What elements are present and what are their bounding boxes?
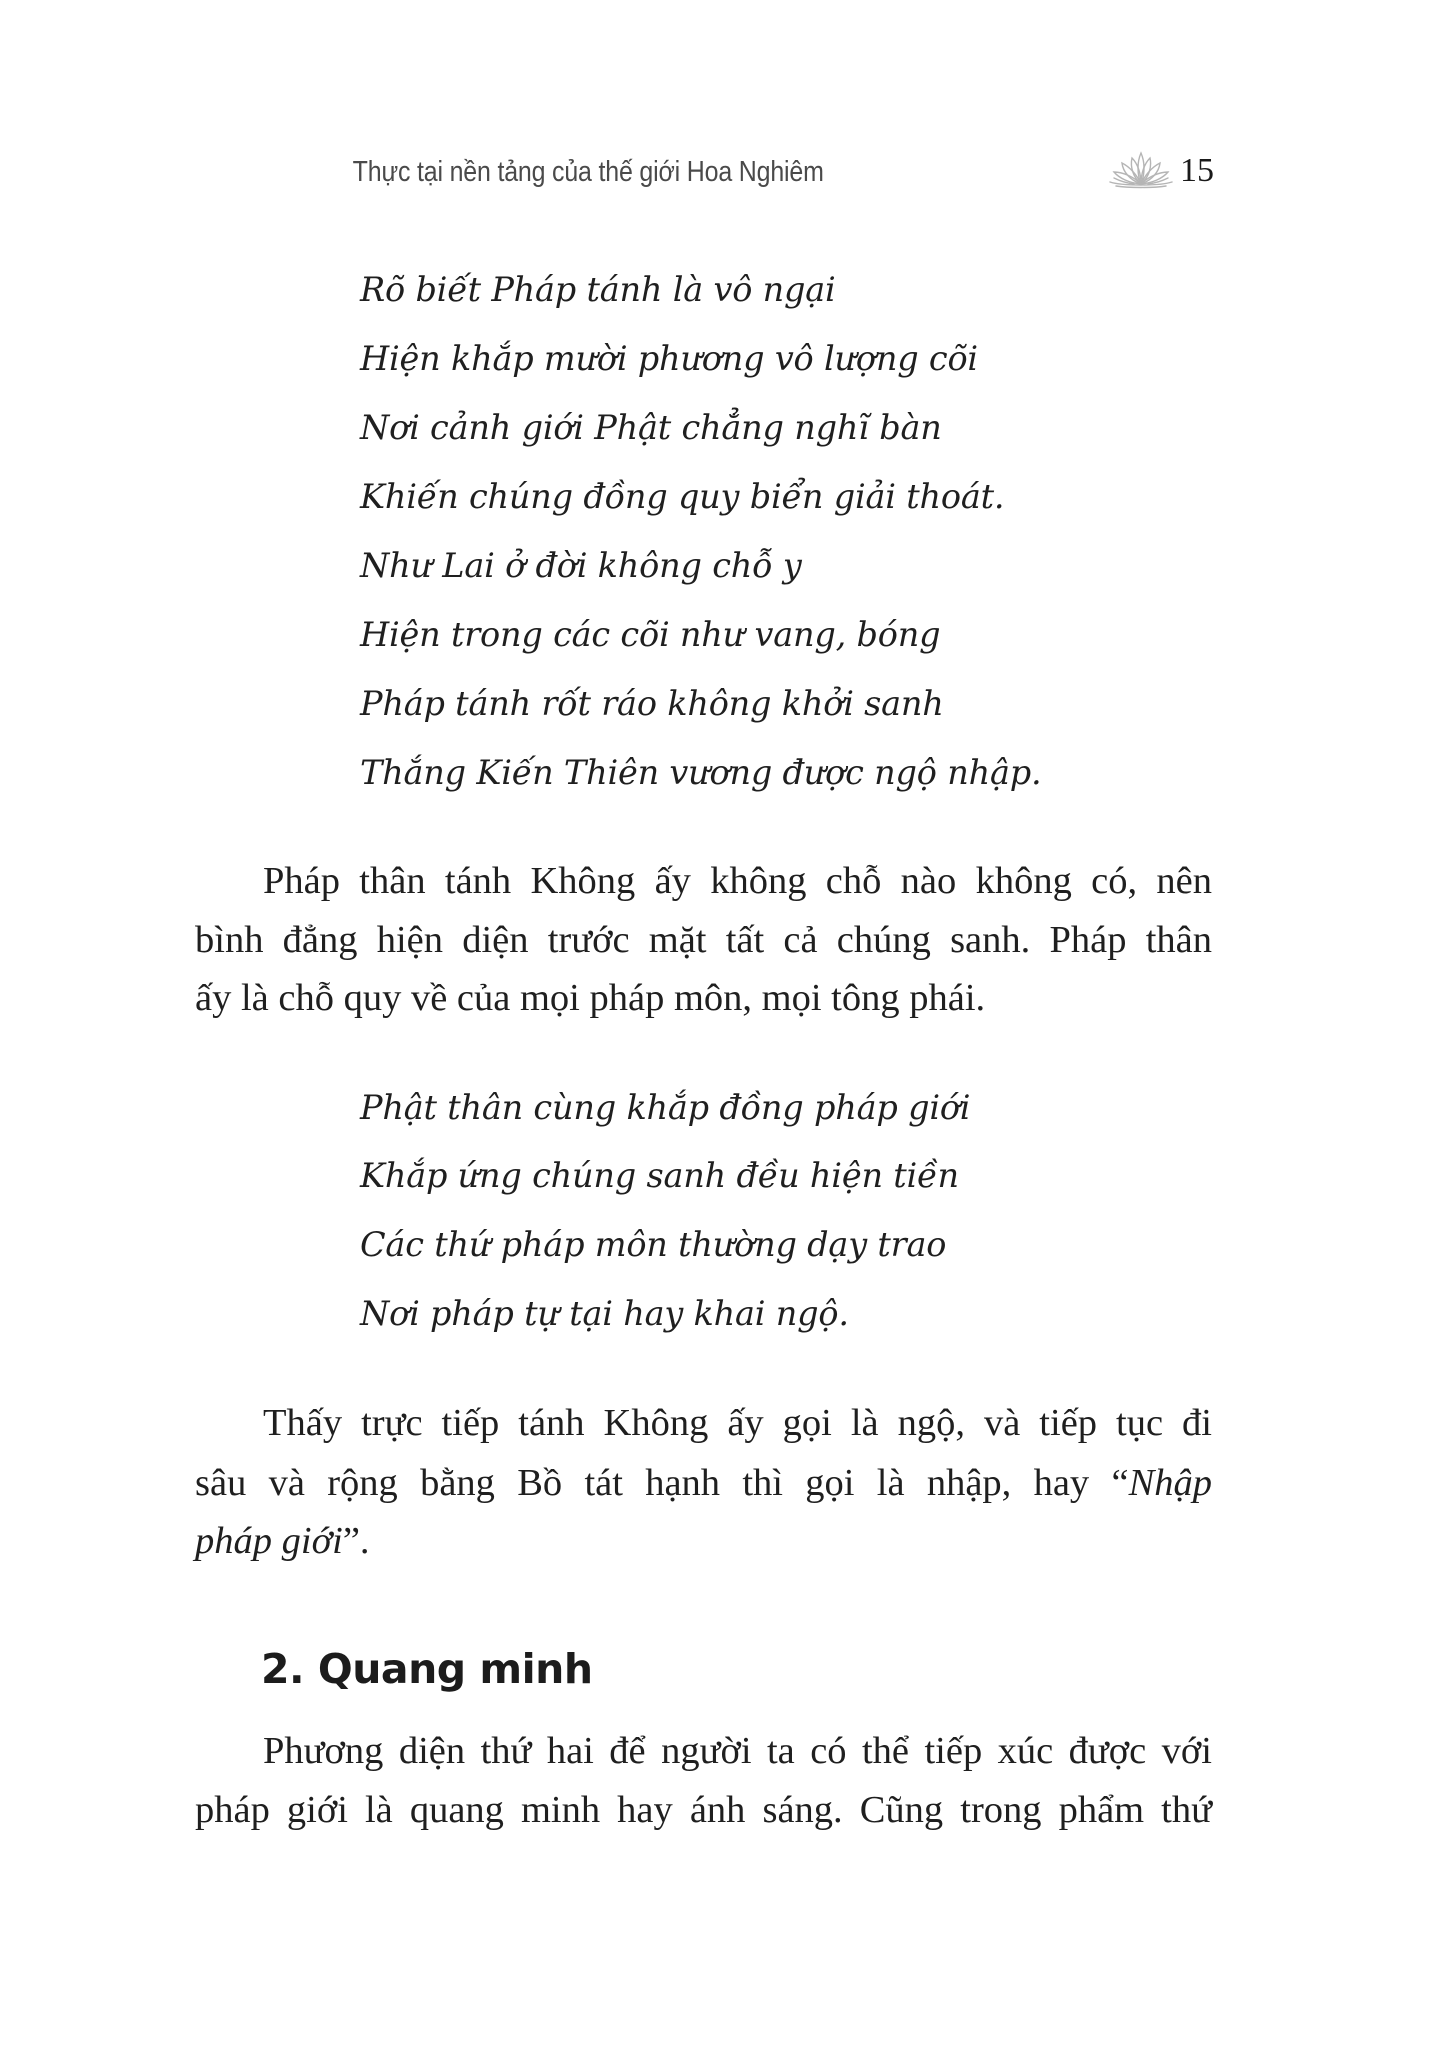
emphasis-text: pháp giới xyxy=(195,1520,343,1562)
paragraph-text: sâu và rộng bằng Bồ tát hạnh thì gọi là nhập, hay “ xyxy=(195,1462,1129,1504)
verse-line: Hiện trong các cõi như vang, bóng xyxy=(360,615,941,654)
verse-line: Hiện khắp mười phương vô lượng cõi xyxy=(360,339,978,378)
paragraph-line xyxy=(195,1461,1212,1505)
verse-line: Phật thân cùng khắp đồng pháp giới xyxy=(360,1088,971,1127)
verse-line: Khắp ứng chúng sanh đều hiện tiền xyxy=(360,1156,959,1195)
section-heading: 2. Quang minh xyxy=(261,1645,593,1693)
verse-line: Pháp tánh rốt ráo không khởi sanh xyxy=(360,684,944,723)
verse-line: Các thứ pháp môn thường dạy trao xyxy=(360,1225,947,1264)
paragraph-line: Phương diện thứ hai để người ta có thể tiếp xúc được với xyxy=(263,1730,1212,1772)
lotus-icon xyxy=(1106,150,1176,190)
verse-line: Khiến chúng đồng quy biển giải thoát. xyxy=(360,477,1005,516)
verse-line: Thắng Kiến Thiên vương được ngộ nhập. xyxy=(360,753,1042,792)
running-header xyxy=(0,148,1436,196)
paragraph-line xyxy=(195,1519,1212,1563)
verse-line: Nơi pháp tự tại hay khai ngộ. xyxy=(360,1294,849,1333)
running-title: Thực tại nền tảng của thế giới Hoa Nghiêm xyxy=(352,156,824,188)
emphasis-text: Nhập xyxy=(1128,1462,1212,1504)
verse-line: Rõ biết Pháp tánh là vô ngại xyxy=(360,270,836,309)
paragraph-line: ấy là chỗ quy về của mọi pháp môn, mọi tông phái. xyxy=(195,977,986,1019)
paragraph-line: bình đẳng hiện diện trước mặt tất cả chúng sanh. Pháp thân xyxy=(195,919,1212,961)
verse-line: Nơi cảnh giới Phật chẳng nghĩ bàn xyxy=(360,408,942,447)
paragraph-text: ”. xyxy=(342,1520,370,1562)
page-number: 15 xyxy=(1180,152,1214,189)
paragraph-line: Pháp thân tánh Không ấy không chỗ nào không có, nên xyxy=(263,860,1212,902)
verse-line: Như Lai ở đời không chỗ y xyxy=(360,546,802,585)
paragraph-line: pháp giới là quang minh hay ánh sáng. Cũng trong phẩm thứ xyxy=(195,1789,1212,1831)
paragraph-line: Thấy trực tiếp tánh Không ấy gọi là ngộ, và tiếp tục đi xyxy=(263,1402,1212,1444)
